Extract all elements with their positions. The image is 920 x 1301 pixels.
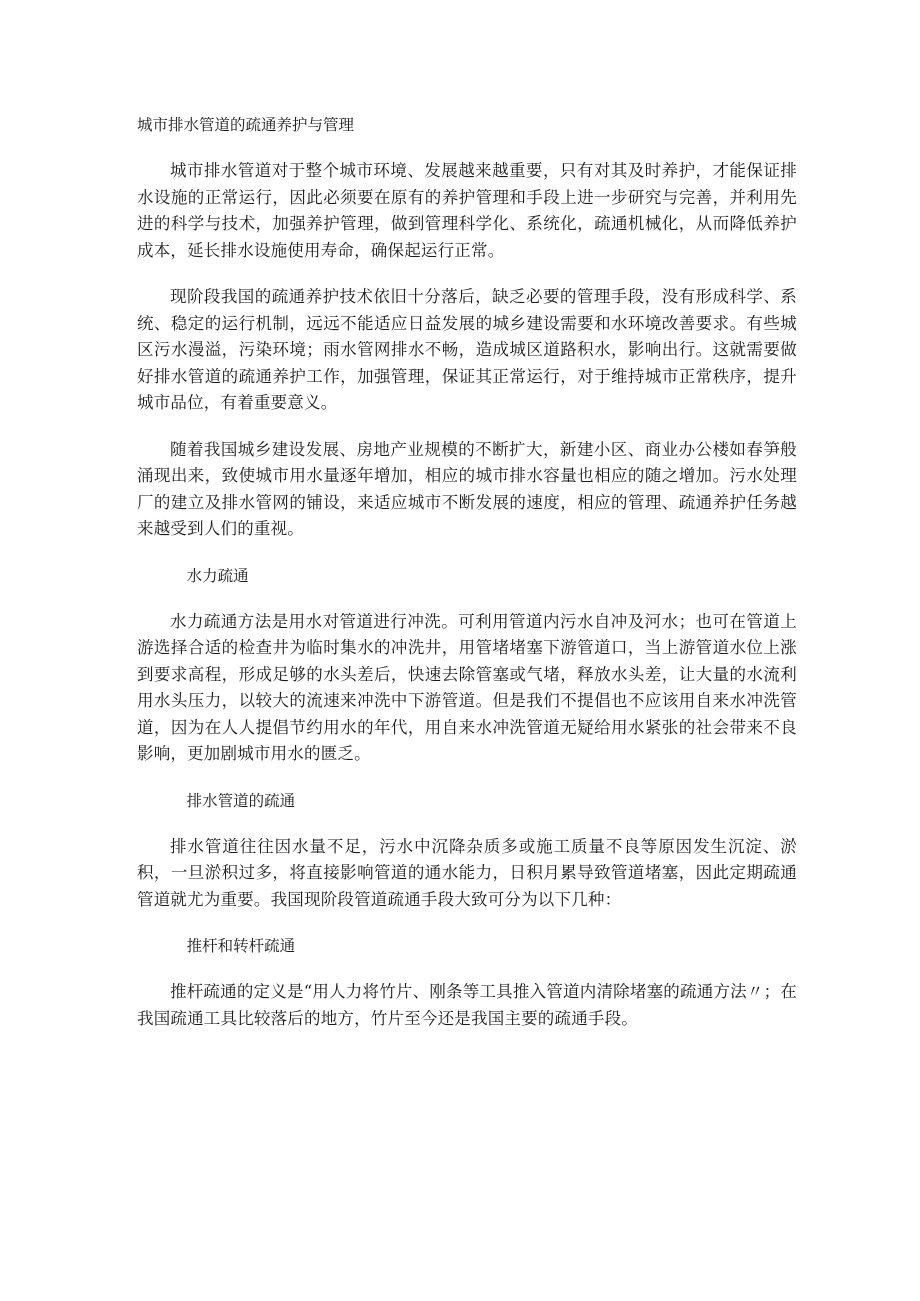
paragraph-rod: 推杆疏通的定义是“用人力将竹片、刚条等工具推入管道内清除堵塞的疏通方法〃；在我国疏通工具比较落后的地方，竹片至今还是我国主要的疏通手段。: [137, 982, 797, 1028]
section-heading-hydraulic: 水力疏通: [186, 566, 249, 585]
document-title: 城市排水管道的疏通养护与管理: [137, 116, 355, 134]
section-heading-rod: 推杆和转杆疏通: [186, 937, 296, 955]
paragraph-hydraulic: 水力疏通方法是用水对管道进行冲洗。可利用管道内污水自冲及河水；也可在管道上游选择合适的检查井为临时集水的冲洗井，用管堵堵塞下游管道口，当上游管道水位上涨到要求高程，形成足够的水头差后，快速去除管塞或气堵，释放水头差，让大量的水流利用水头压力，以较大的流速来冲洗中下游管道。但是我们不提倡也不应该用自来水冲洗管道，因为在人人提倡节约用水的年代，用自来水冲洗管道无疑给用水紧张的社会带来不良影响，更加剧城市用水的匮乏。: [137, 611, 797, 763]
paragraph-intro: 城市排水管道对于整个城市环境、发展越来越重要，只有对其及时养护，才能保证排水设施的正常运行，因此必须要在原有的养护管理和手段上进一步研究与完善，并利用先进的科学与技术，加强养护管理，做到管理科学化、系统化，疏通机械化，从而降低养护成本，延长排水设施使用寿命，确保起运行正常。: [137, 161, 797, 260]
document-body: [137, 112, 797, 1052]
paragraph-current-status: 现阶段我国的疏通养护技术依旧十分落后，缺乏必要的管理手段，没有形成科学、系统、稳定的运行机制，远远不能适应日益发展的城乡建设需要和水环境改善要求。有些城区污水漫溢，污染环境；雨水管网排水不畅，造成城区道路积水，影响出行。这就需要做好排水管道的疏通养护工作，加强管理，保证其正常运行，对于维持城市正常秩序，提升城市品位，有着重要意义。: [137, 287, 797, 412]
paragraph-urban-development: 随着我国城乡建设发展、房地产业规模的不断扩大，新建小区、商业办公楼如春笋般涌现出来，致使城市用水量逐年增加，相应的城市排水容量也相应的随之增加。污水处理厂的建立及排水管网的铺设，来适应城市不断发展的速度，相应的管理、疏通养护任务越来越受到人们的重视。: [137, 439, 797, 538]
section-heading-drainage: 排水管道的疏通: [186, 791, 296, 810]
paragraph-drainage: 排水管道往往因水量不足，污水中沉降杂质多或施工质量不良等原因发生沉淀、淤积，一旦淤积过多，将直接影响管道的通水能力，日积月累导致管道堵塞，因此定期疏通管道就尤为重要。我国现阶段管道疏通手段大致可分为以下几种：: [137, 836, 797, 909]
